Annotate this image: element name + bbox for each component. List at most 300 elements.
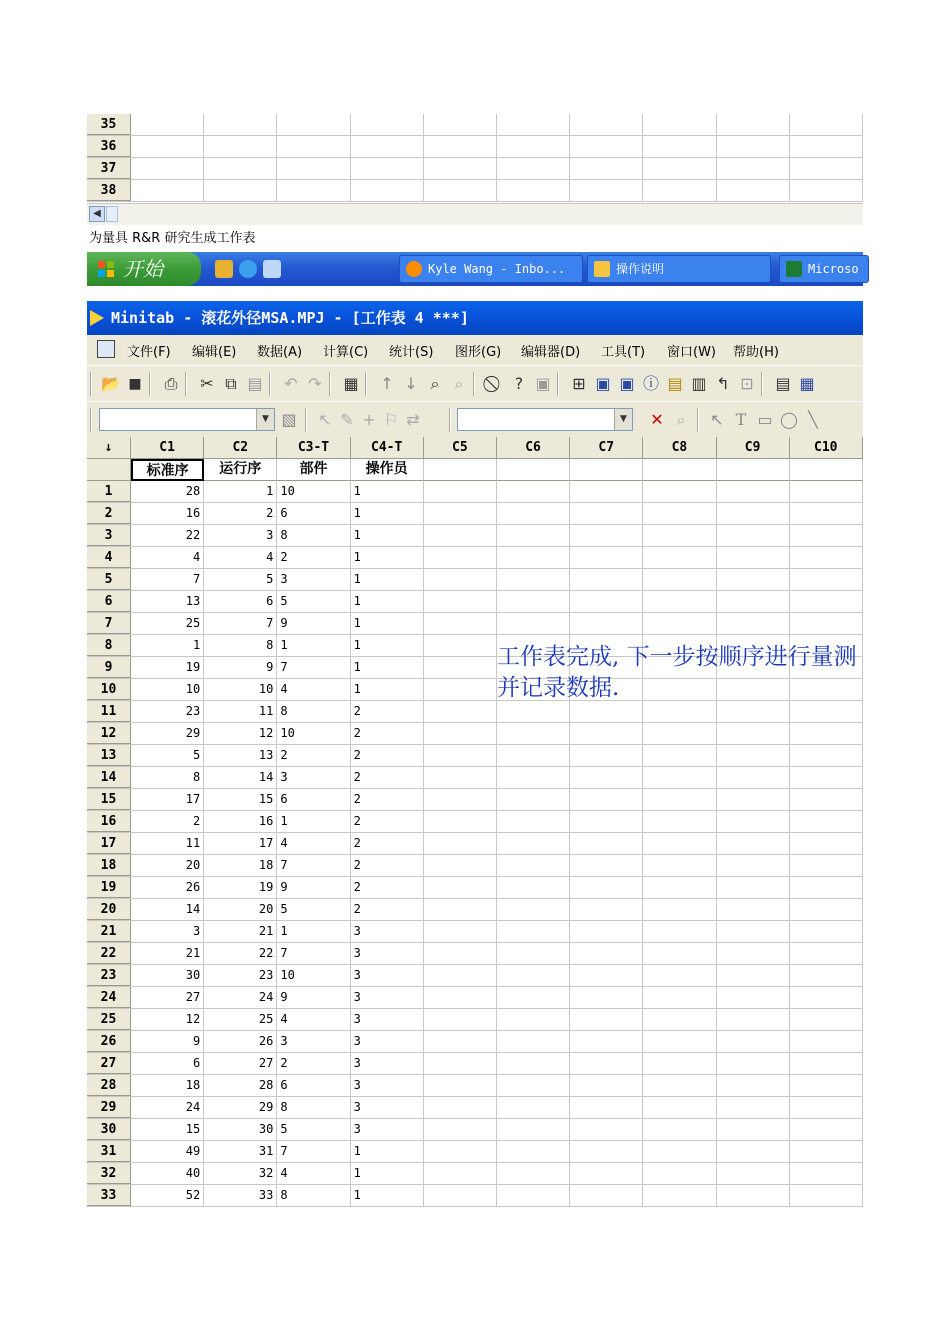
grid-cell[interactable] [790, 833, 863, 854]
menu-item[interactable]: 编辑(E) [192, 345, 237, 360]
grid-cell[interactable]: 21 [204, 921, 277, 942]
grid-cell[interactable] [497, 158, 570, 179]
grid-cell[interactable] [570, 899, 643, 920]
grid-cell[interactable] [424, 657, 497, 678]
grid-cell[interactable] [570, 503, 643, 524]
grid-cell[interactable] [717, 943, 790, 964]
grid-cell[interactable] [717, 1097, 790, 1118]
grid-cell[interactable] [424, 1185, 497, 1206]
grid-cell[interactable] [497, 1031, 570, 1052]
grid-cell[interactable]: 3 [204, 525, 277, 546]
quicklaunch-desktop-icon[interactable] [263, 260, 281, 278]
grid-cell[interactable] [717, 855, 790, 876]
grid-cell[interactable] [424, 1075, 497, 1096]
history-icon[interactable]: ▤ [667, 374, 683, 393]
grid-cell[interactable] [717, 767, 790, 788]
select-arrow-icon[interactable]: ↖ [318, 410, 332, 429]
grid-cell[interactable]: 17 [131, 789, 204, 810]
grid-cell[interactable]: 7 [131, 569, 204, 590]
grid-cell[interactable]: 4 [277, 833, 350, 854]
grid-cell[interactable] [643, 569, 716, 590]
grid-cell[interactable]: 7 [277, 657, 350, 678]
grid-cell[interactable]: 19 [204, 877, 277, 898]
column-name-cell[interactable]: 运行序 [204, 459, 277, 481]
row-header[interactable]: 22 [87, 943, 131, 964]
grid-cell[interactable]: 20 [131, 855, 204, 876]
grid-cell[interactable]: 17 [204, 833, 277, 854]
grid-cell[interactable]: 9 [277, 613, 350, 634]
grid-cell[interactable] [643, 547, 716, 568]
grid-cell[interactable]: 2 [351, 789, 424, 810]
grid-cell[interactable]: 14 [131, 899, 204, 920]
grid-cell[interactable]: 3 [277, 569, 350, 590]
grid-cell[interactable] [497, 789, 570, 810]
grid-cell[interactable]: 1 [351, 1185, 424, 1206]
grid-cell[interactable] [790, 987, 863, 1008]
grid-cell[interactable] [717, 965, 790, 986]
grid-cell[interactable] [570, 723, 643, 744]
ellipse-icon[interactable]: ◯ [780, 410, 798, 429]
grid-cell[interactable] [570, 591, 643, 612]
grid-cell[interactable] [497, 855, 570, 876]
column-header[interactable]: C2 [204, 437, 277, 459]
grid-cell[interactable] [643, 987, 716, 1008]
grid-cell[interactable] [717, 877, 790, 898]
grid-cell[interactable] [497, 1119, 570, 1140]
grid-cell[interactable] [790, 701, 863, 722]
grid-cell[interactable] [570, 114, 643, 135]
redo-icon[interactable]: ↷ [308, 374, 322, 393]
grid-cell[interactable] [497, 569, 570, 590]
grid-cell[interactable]: 6 [277, 1075, 350, 1096]
grid-cell[interactable]: 6 [131, 1053, 204, 1074]
row-header[interactable]: 21 [87, 921, 131, 942]
grid-cell[interactable] [643, 723, 716, 744]
grid-cell[interactable] [790, 943, 863, 964]
grid-cell[interactable] [204, 114, 277, 135]
grid-cell[interactable]: 1 [351, 481, 424, 502]
grid-cell[interactable]: 4 [277, 1163, 350, 1184]
grid-cell[interactable]: 8 [277, 525, 350, 546]
session-icon[interactable]: ▦ [343, 374, 359, 393]
grid-cell[interactable] [717, 180, 790, 201]
grid-cell[interactable] [570, 701, 643, 722]
grid-cell[interactable]: 6 [277, 789, 350, 810]
grid-cell[interactable] [717, 987, 790, 1008]
grid-cell[interactable]: 8 [204, 635, 277, 656]
grid-cell[interactable] [424, 679, 497, 700]
grid-cell[interactable] [717, 745, 790, 766]
quicklaunch-ie-icon[interactable] [239, 260, 257, 278]
column-header[interactable]: C7 [570, 437, 643, 459]
grid-cell[interactable] [790, 745, 863, 766]
grid-cell[interactable] [570, 1075, 643, 1096]
find-icon[interactable]: ⌕ [430, 374, 440, 393]
graph-select-combo[interactable] [99, 408, 275, 431]
grid-cell[interactable] [424, 987, 497, 1008]
grid-cell[interactable] [790, 723, 863, 744]
grid-cell[interactable]: 2 [204, 503, 277, 524]
grid-cell[interactable] [643, 899, 716, 920]
graph-icon[interactable]: ⊞ [572, 374, 586, 393]
row-header[interactable]: 24 [87, 987, 131, 1008]
grid-cell[interactable]: 12 [204, 723, 277, 744]
grid-cell[interactable] [570, 789, 643, 810]
grid-cell[interactable] [790, 1141, 863, 1162]
undo-icon[interactable]: ↶ [284, 374, 298, 393]
grid-cell[interactable] [570, 1053, 643, 1074]
grid-cell[interactable] [424, 569, 497, 590]
manager-icon[interactable]: ↰ [716, 374, 730, 393]
grid-cell[interactable] [497, 965, 570, 986]
grid-cell[interactable]: 3 [351, 943, 424, 964]
column-name-cell[interactable] [643, 459, 716, 481]
grid-cell[interactable] [717, 1141, 790, 1162]
grid-cell[interactable] [643, 943, 716, 964]
grid-cell[interactable] [717, 1163, 790, 1184]
grid-cell[interactable] [570, 1009, 643, 1030]
rectangle-icon[interactable]: ▭ [757, 410, 773, 429]
grid-cell[interactable] [424, 745, 497, 766]
grid-cell[interactable]: 3 [351, 965, 424, 986]
grid-cell[interactable]: 8 [131, 767, 204, 788]
menu-item[interactable]: 计算(C) [323, 345, 369, 360]
grid-cell[interactable] [790, 547, 863, 568]
grid-cell[interactable] [424, 1053, 497, 1074]
grid-cell[interactable] [790, 965, 863, 986]
grid-cell[interactable] [717, 1119, 790, 1140]
grid-cell[interactable]: 15 [131, 1119, 204, 1140]
grid-cell[interactable] [497, 833, 570, 854]
column-name-cell[interactable] [790, 459, 863, 481]
grid-cell[interactable] [424, 503, 497, 524]
grid-cell[interactable] [790, 180, 863, 201]
grid-cell[interactable] [497, 481, 570, 502]
grid-cell[interactable]: 19 [131, 657, 204, 678]
grid-cell[interactable] [643, 1185, 716, 1206]
grid-cell[interactable]: 3 [351, 1075, 424, 1096]
grid-cell[interactable] [717, 723, 790, 744]
grid-cell[interactable]: 9 [277, 987, 350, 1008]
grid-cell[interactable] [497, 180, 570, 201]
grid-cell[interactable] [497, 1163, 570, 1184]
scroll-thumb[interactable] [106, 206, 118, 222]
grid-cell[interactable] [424, 1009, 497, 1030]
row-header[interactable]: 18 [87, 855, 131, 876]
grid-cell[interactable]: 5 [277, 899, 350, 920]
save-icon[interactable]: ■ [128, 376, 142, 392]
row-header[interactable]: 29 [87, 1097, 131, 1118]
grid-cell[interactable] [497, 1185, 570, 1206]
grid-cell[interactable] [790, 1009, 863, 1030]
grid-cell[interactable]: 1 [277, 811, 350, 832]
grid-cell[interactable]: 22 [204, 943, 277, 964]
row-header[interactable]: 7 [87, 613, 131, 634]
project-icon[interactable]: ▦ [799, 374, 815, 393]
grid-cell[interactable] [790, 136, 863, 157]
grid-cell[interactable] [790, 1185, 863, 1206]
row-header[interactable]: 27 [87, 1053, 131, 1074]
grid-cell[interactable] [497, 1141, 570, 1162]
grid-cell[interactable] [643, 745, 716, 766]
grid-cell[interactable]: 3 [131, 921, 204, 942]
grid-cell[interactable]: 3 [351, 987, 424, 1008]
grid-cell[interactable] [497, 899, 570, 920]
grid-cell[interactable] [790, 811, 863, 832]
taskbar-item-email[interactable] [399, 255, 583, 283]
grid-cell[interactable] [424, 1097, 497, 1118]
grid-cell[interactable] [424, 1031, 497, 1052]
grid-cell[interactable]: 29 [131, 723, 204, 744]
grid-cell[interactable] [643, 481, 716, 502]
grid-cell[interactable]: 7 [277, 943, 350, 964]
grid-cell[interactable] [424, 635, 497, 656]
grid-cell[interactable] [497, 943, 570, 964]
row-header[interactable]: 10 [87, 679, 131, 700]
grid-cell[interactable]: 2 [351, 745, 424, 766]
quicklaunch-user-icon[interactable] [215, 260, 233, 278]
grid-cell[interactable]: 23 [131, 701, 204, 722]
grid-cell[interactable]: 16 [131, 503, 204, 524]
grid-cell[interactable] [277, 114, 350, 135]
row-header[interactable]: 31 [87, 1141, 131, 1162]
grid-cell[interactable] [497, 767, 570, 788]
grid-cell[interactable] [643, 767, 716, 788]
grid-cell[interactable] [497, 1009, 570, 1030]
column-header[interactable]: C8 [643, 437, 716, 459]
row-header[interactable]: 3 [87, 525, 131, 546]
grid-cell[interactable]: 3 [351, 1009, 424, 1030]
grid-cell[interactable] [790, 114, 863, 135]
grid-cell[interactable] [497, 1053, 570, 1074]
grid-cell[interactable] [643, 1075, 716, 1096]
cut-icon[interactable]: ✂ [200, 374, 214, 393]
grid-cell[interactable] [570, 569, 643, 590]
grid-cell[interactable]: 27 [204, 1053, 277, 1074]
grid-cell[interactable]: 18 [131, 1075, 204, 1096]
grid-cell[interactable]: 3 [351, 1097, 424, 1118]
grid-cell[interactable] [717, 1053, 790, 1074]
column-name-cell[interactable] [570, 459, 643, 481]
grid-cell[interactable] [790, 613, 863, 634]
grid-cell[interactable] [717, 811, 790, 832]
grid-cell[interactable] [570, 1097, 643, 1118]
grid-cell[interactable] [643, 1031, 716, 1052]
grid-cell[interactable] [643, 921, 716, 942]
grid-cell[interactable] [717, 569, 790, 590]
grid-cell[interactable] [717, 136, 790, 157]
grid-cell[interactable] [424, 921, 497, 942]
row-header[interactable]: 32 [87, 1163, 131, 1184]
column-header[interactable]: C1 [131, 437, 204, 459]
grid-cell[interactable] [790, 767, 863, 788]
grid-cell[interactable]: 13 [204, 745, 277, 766]
grid-cell[interactable] [570, 877, 643, 898]
grid-cell[interactable] [643, 1163, 716, 1184]
grid-cell[interactable] [717, 1185, 790, 1206]
grid-cell[interactable] [277, 136, 350, 157]
grid-cell[interactable]: 13 [131, 591, 204, 612]
grid-cell[interactable] [643, 789, 716, 810]
column-name-cell[interactable]: 部件 [277, 459, 350, 481]
grid-cell[interactable]: 40 [131, 1163, 204, 1184]
column-name-cell[interactable] [497, 459, 570, 481]
row-header[interactable]: 38 [87, 180, 131, 201]
grid-cell[interactable] [643, 701, 716, 722]
grid-cell[interactable]: 1 [351, 591, 424, 612]
grid-cell[interactable]: 10 [277, 965, 350, 986]
grid-cell[interactable] [424, 136, 497, 157]
grid-cell[interactable] [131, 158, 204, 179]
row-header[interactable]: 19 [87, 877, 131, 898]
grid-cell[interactable]: 2 [277, 547, 350, 568]
grid-cell[interactable] [497, 921, 570, 942]
column-header[interactable]: C9 [717, 437, 790, 459]
row-header[interactable]: 28 [87, 1075, 131, 1096]
grid-cell[interactable] [131, 136, 204, 157]
grid-cell[interactable] [790, 1075, 863, 1096]
grid-cell[interactable]: 5 [204, 569, 277, 590]
grid-cell[interactable]: 29 [204, 1097, 277, 1118]
close-icon[interactable]: ✕ [650, 410, 664, 429]
grid-cell[interactable] [424, 1141, 497, 1162]
grid-cell[interactable] [351, 158, 424, 179]
grid-cell[interactable] [717, 547, 790, 568]
grid-cell[interactable] [643, 525, 716, 546]
row-header[interactable]: 30 [87, 1119, 131, 1140]
grid-cell[interactable] [643, 180, 716, 201]
grid-cell[interactable] [424, 114, 497, 135]
grid-cell[interactable]: 25 [131, 613, 204, 634]
grid-cell[interactable] [497, 503, 570, 524]
grid-cell[interactable]: 2 [351, 833, 424, 854]
row-header[interactable]: 16 [87, 811, 131, 832]
worksheet-menu-icon[interactable] [97, 340, 115, 358]
grid-cell[interactable]: 9 [204, 657, 277, 678]
corner-arrow[interactable]: ↓ [87, 437, 131, 459]
grid-cell[interactable]: 8 [277, 1097, 350, 1118]
grid-cell[interactable]: 31 [204, 1141, 277, 1162]
pointer-icon[interactable]: ↖ [710, 410, 724, 429]
grid-cell[interactable] [351, 114, 424, 135]
arrow-up-icon[interactable]: ↑ [380, 374, 394, 393]
grid-cell[interactable] [497, 591, 570, 612]
row-header[interactable]: 12 [87, 723, 131, 744]
grid-cell[interactable]: 1 [351, 503, 424, 524]
menu-item[interactable]: 文件(F) [127, 345, 171, 360]
grid-cell[interactable] [424, 965, 497, 986]
grid-cell[interactable]: 11 [131, 833, 204, 854]
grid-cell[interactable] [424, 811, 497, 832]
grid-cell[interactable]: 21 [131, 943, 204, 964]
row-header[interactable]: 4 [87, 547, 131, 568]
column-header[interactable]: C10 [790, 437, 863, 459]
grid-cell[interactable] [570, 481, 643, 502]
grid-cell[interactable]: 27 [131, 987, 204, 1008]
grid-cell[interactable] [717, 701, 790, 722]
grid-cell[interactable] [717, 591, 790, 612]
brush-icon[interactable]: ▧ [281, 410, 297, 429]
row-header[interactable]: 11 [87, 701, 131, 722]
arrow-down-icon[interactable]: ↓ [404, 374, 418, 393]
grid-cell[interactable] [643, 1009, 716, 1030]
grid-cell[interactable]: 32 [204, 1163, 277, 1184]
grid-cell[interactable] [424, 767, 497, 788]
grid-cell[interactable]: 1 [351, 657, 424, 678]
grid-cell[interactable] [497, 1097, 570, 1118]
grid-cell[interactable]: 1 [351, 569, 424, 590]
grid-cell[interactable] [717, 921, 790, 942]
grid-cell[interactable]: 10 [277, 723, 350, 744]
grid-cell[interactable] [717, 481, 790, 502]
line-tool-icon[interactable]: ╲ [808, 410, 818, 429]
grid-cell[interactable] [717, 114, 790, 135]
cancel-icon[interactable] [485, 374, 505, 394]
grid-cell[interactable] [717, 503, 790, 524]
grid-cell[interactable] [790, 1053, 863, 1074]
grid-cell[interactable]: 6 [204, 591, 277, 612]
grid-cell[interactable] [424, 1119, 497, 1140]
row-header[interactable]: 6 [87, 591, 131, 612]
menu-item[interactable]: 工具(T) [601, 345, 646, 360]
grid-cell[interactable] [204, 136, 277, 157]
grid-cell[interactable] [497, 811, 570, 832]
grid-cell[interactable]: 1 [351, 679, 424, 700]
grid-cell[interactable]: 3 [277, 767, 350, 788]
grid-cell[interactable]: 1 [351, 547, 424, 568]
grid-cell[interactable]: 1 [277, 921, 350, 942]
grid-cell[interactable] [424, 855, 497, 876]
grid-cell[interactable] [570, 525, 643, 546]
grid-cell[interactable] [570, 855, 643, 876]
column-header[interactable]: C5 [424, 437, 497, 459]
row-header[interactable]: 37 [87, 158, 131, 179]
grid-cell[interactable] [570, 1163, 643, 1184]
grid-cell[interactable] [643, 1141, 716, 1162]
grid-cell[interactable] [570, 1031, 643, 1052]
column-name-cell[interactable] [424, 459, 497, 481]
grid-cell[interactable]: 2 [277, 1053, 350, 1074]
grid-cell[interactable] [643, 965, 716, 986]
print-icon[interactable]: ⎙ [164, 374, 178, 393]
grid-cell[interactable] [424, 591, 497, 612]
grid-cell[interactable]: 10 [277, 481, 350, 502]
grid-cell[interactable]: 4 [277, 1009, 350, 1030]
grid-cell[interactable] [643, 811, 716, 832]
grid-cell[interactable] [131, 114, 204, 135]
grid-cell[interactable]: 25 [204, 1009, 277, 1030]
grid-cell[interactable]: 24 [204, 987, 277, 1008]
grid-cell[interactable]: 1 [131, 635, 204, 656]
grid-cell[interactable] [424, 943, 497, 964]
grid-cell[interactable]: 52 [131, 1185, 204, 1206]
grid-cell[interactable] [570, 767, 643, 788]
worksheet-icon[interactable]: ▤ [775, 374, 791, 393]
grid-cell[interactable] [424, 833, 497, 854]
grid-cell[interactable]: 2 [351, 723, 424, 744]
grid-cell[interactable] [570, 136, 643, 157]
stat-guide-icon[interactable]: ▣ [535, 374, 551, 393]
menu-item[interactable]: 统计(S) [389, 345, 434, 360]
grid-cell[interactable]: 22 [131, 525, 204, 546]
row-header[interactable]: 35 [87, 114, 131, 135]
grid-cell[interactable] [570, 1141, 643, 1162]
grid-cell[interactable]: 24 [131, 1097, 204, 1118]
row-header[interactable]: 14 [87, 767, 131, 788]
grid-cell[interactable]: 20 [204, 899, 277, 920]
grid-cell[interactable] [497, 745, 570, 766]
grid-cell[interactable] [790, 158, 863, 179]
